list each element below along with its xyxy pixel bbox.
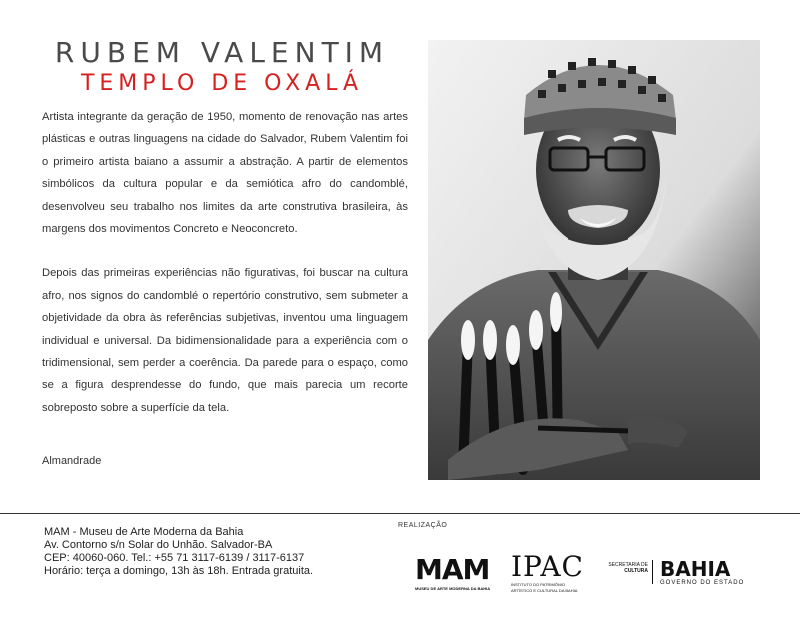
realizacao-label: REALIZAÇÃO: [398, 522, 448, 529]
exhibition-title: TEMPLO DE OXALÁ: [80, 71, 364, 96]
ipac-logo-subtitle-1: INSTITUTO DO PATRIMÔNIO: [511, 582, 565, 587]
title-block: [42, 36, 402, 98]
author-signature: Almandrade: [42, 455, 102, 467]
paragraph-2: Depois das primeiras experiências não figurativas, foi buscar na cultura afro, nos signos do candomblé o repertório construtivo, sem submeter a objetividade da obra às referências subjetivas, inventou uma linguagem individual e universal. Da bidimensionalidade para a experiência com o tridimensional, sem perder a coerência. Da parede para o espaço, como se a figura desprendesse do fundo, que mais parecia um recorte sobreposto sobre a superfície da tela.: [42, 267, 408, 414]
museum-hours: Horário: terça a domingo, 13h às 18h. Entrada gratuita.: [44, 565, 314, 577]
artist-name: RUBEM VALENTIM: [54, 36, 390, 69]
paragraph-1: Artista integrante da geração de 1950, momento de renovação nas artes plásticas e outras linguagens na cidade do Salvador, Rubem Valentim foi o primeiro artista baiano a assumir a abstração. A partir de elementos simbólicos da cultura popular e da semiótica afro do candomblé, desenvolveu seu trabalho nos limites da arte construtiva brasileira, às margens dos movimentos Concreto e Neoconcreto.: [42, 111, 408, 236]
bahia-logo-subtitle: GOVERNO DO ESTADO: [660, 580, 745, 586]
portrait-illustration: [428, 40, 760, 480]
bahia-logo-word: BAHIA: [660, 557, 731, 581]
secretaria-line-2: CULTURA: [624, 568, 648, 574]
mam-logo: [415, 553, 491, 591]
ipac-logo-subtitle-2: ARTÍSTICO E CULTURAL DA BAHIA: [511, 588, 578, 593]
artist-portrait-photo: [428, 40, 760, 480]
museum-name: MAM - Museu de Arte Moderna da Bahia: [44, 526, 244, 538]
logo-separator: [652, 560, 653, 584]
museum-contact: CEP: 40060-060. Tel.: +55 71 3117-6139 / 3117-6137: [44, 552, 305, 564]
ipac-logo-word: IPAC: [511, 550, 584, 583]
bahia-government-logo: [660, 559, 744, 586]
museum-address: Av. Contorno s/n Solar do Unhão. Salvador-BA: [44, 539, 273, 551]
mam-logo-word: MAM: [415, 553, 490, 586]
secretaria-line-1: SECRETARIA DE: [608, 562, 648, 568]
footer-divider: [0, 513, 800, 514]
mam-logo-subtitle: MUSEU DE ARTE MODERNA DA BAHIA: [415, 586, 491, 591]
secretaria-cultura-logo: [594, 562, 648, 574]
ipac-logo: [511, 550, 587, 593]
biography-text: [42, 106, 408, 441]
museum-info: [44, 526, 313, 578]
